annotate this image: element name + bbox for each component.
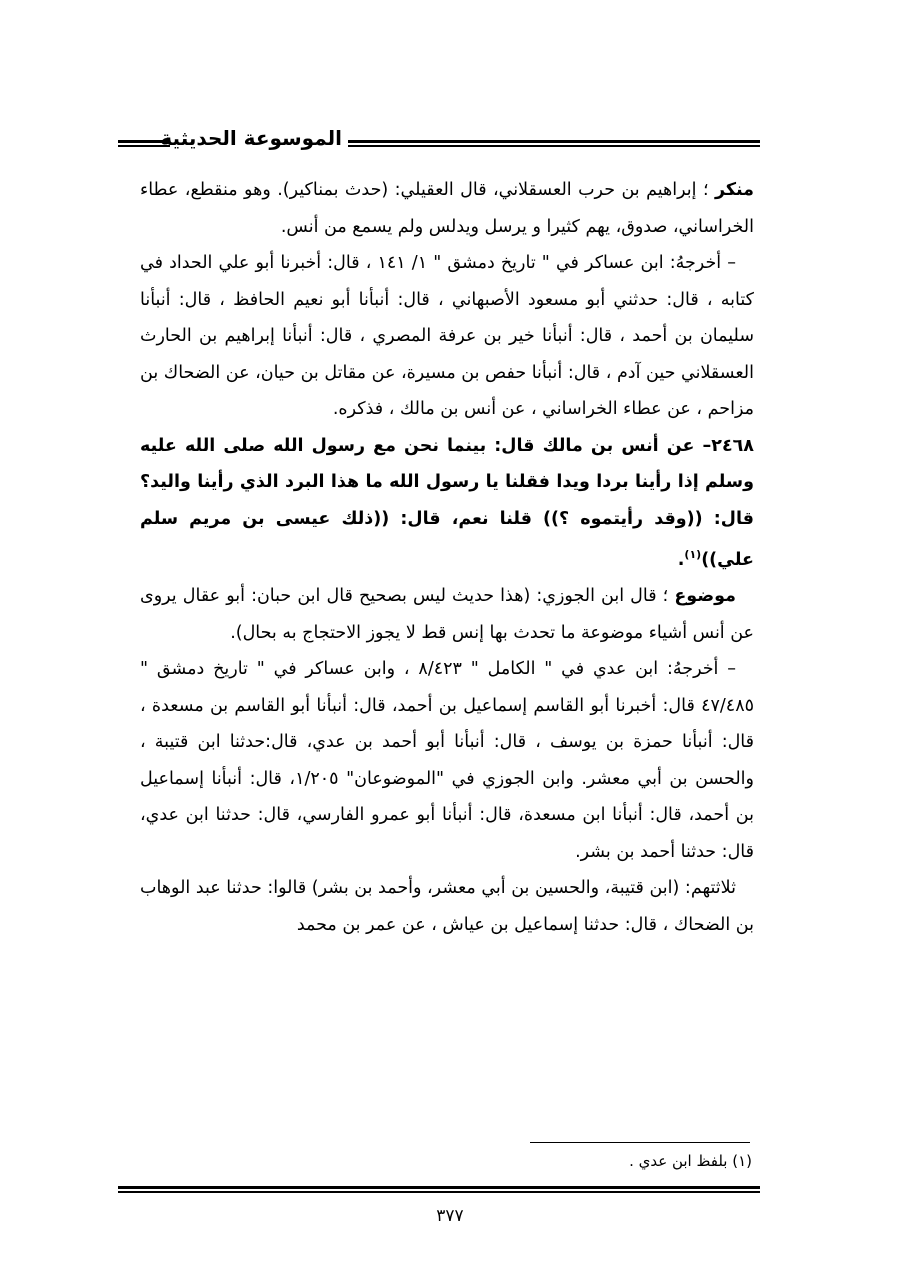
page-number: ٣٧٧ <box>436 1206 464 1226</box>
paragraph-text: – أخرجهُ: ابن عدي في " الكامل " ٨/٤٢٣ ، وابن عساكر في " تاريخ دمشق " ٤٧/٤٨٥ قال: أخبرنا أبو القاسم إسماعيل بن أحمد، قال: أنبأنا أبو القاسم بن مسعدة ، قال: أنبأنا حمزة بن يوسف ، قال: أنبأنا أبو أحمد بن عدي، قال:حدثنا ابن قتيبة ، والحسن بن أبي معشر. وابن الجوزي في "الموضوعان" ١/٢٠٥، قال: أنبأنا إسماعيل بن أحمد، قال: أنبأنا ابن مسعدة، قال: أنبأنا أبو عمرو الفارسي، قال: حدثنا ابن عدي، قال: حدثنا أحمد بن بشر. <box>140 659 754 862</box>
footnote-separator <box>530 1142 750 1143</box>
paragraph-text: ثلاثتهم: (ابن قتيبة، والحسين بن أبي معشر، وأحمد بن بشر) قالوا: حدثنا عبد الوهاب بن الضحاك ، قال: حدثنا إسماعيل بن عياش ، عن عمر بن محمد <box>140 878 754 935</box>
running-header <box>118 124 760 162</box>
footnote: (١) بلفظ ابن عدي . <box>629 1152 752 1170</box>
paragraph-text: ؛ قال ابن الجوزي: (هذا حديث ليس بصحيح قال ابن حبان: أبو عقال يروى عن أنس أشياء موضوعة ما تحدث بها إنس قط لا يجوز الاحتجاج به بحال). <box>140 586 754 643</box>
header-title: الموسوعة الحديثية <box>160 126 342 150</box>
hadith-2468: ٢٤٦٨– عن أنس بن مالك قال: بينما نحن مع رسول الله صلى الله عليه وسلم إذا رأينا بردا ويدا فقلنا يا رسول الله ما هذا البرد الذي رأينا واليد؟ قال: ((وقد رأيتموه ؟)) قلنا نعم، قال: ((ذلك عيسى بن مريم سلم علي))$^{(١)}$. <box>140 435 754 570</box>
grade-label: منكر <box>714 180 754 200</box>
paragraph-5 <box>140 651 754 870</box>
paragraph-4 <box>140 578 754 651</box>
paragraph-2 <box>140 245 754 428</box>
paragraph-6 <box>140 870 754 943</box>
page-body <box>140 172 754 943</box>
header-rule-right <box>348 140 760 147</box>
footnote-marker: (١) <box>684 548 702 561</box>
footer-rule <box>118 1186 760 1193</box>
grade-label: موضوع <box>674 586 736 607</box>
hadith-text: ٢٤٦٨– عن أنس بن مالك قال: بينما نحن مع رسول الله صلى الله عليه وسلم إذا رأينا بردا ويدا فقلنا يا رسول الله ما هذا البرد الذي رأينا واليد؟ قال: ((وقد رأيتموه ؟)) قلنا نعم، قال: ((ذلك عيسى بن مريم سلم علي)) <box>140 435 754 570</box>
paragraph-1 <box>140 172 754 245</box>
paragraph-text: – أخرجهُ: ابن عساكر في " تاريخ دمشق " ١/ ١٤١ ، قال: أخبرنا أبو علي الحداد في كتابه ، قال: حدثني أبو مسعود الأصبهاني ، قال: أنبأنا أبو نعيم الحافظ ، قال: أنبأنا سليمان بن أحمد ، قال: أنبأنا خير بن عرفة المصري ، قال: أنبأنا إبراهيم بن الحارث العسقلاني حين آدم ، قال: أنبأنا حفص بن مسيرة، عن مقاتل بن حيان، عن الضحاك بن مزاحم ، عن عطاء الخراساني ، عن أنس بن مالك ، فذكره. <box>140 253 754 419</box>
paragraph-text: ؛ إبراهيم بن حرب العسقلاني، قال العقيلي: (حدث بمناكير). وهو منقطع، عطاء الخراساني، صدوق، يهم كثيرا و يرسل ويدلس ولم يسمع من أنس. <box>140 180 754 237</box>
